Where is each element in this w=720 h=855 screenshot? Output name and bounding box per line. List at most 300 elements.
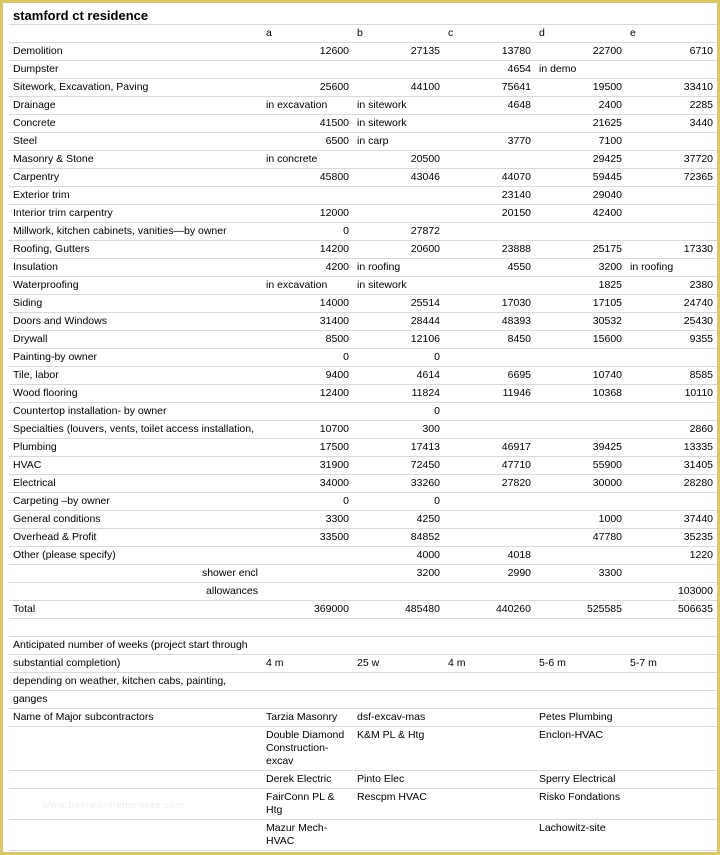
subcontractor-c xyxy=(444,771,535,789)
row-label: Carpentry xyxy=(9,169,262,187)
row-label: Waterproofing xyxy=(9,277,262,295)
column-header-a: a xyxy=(262,25,353,43)
cell-b: 43046 xyxy=(353,169,444,187)
subcontractor-b: Pinto Elec xyxy=(353,771,444,789)
cell-a: 45800 xyxy=(262,169,353,187)
cell-d: 22700 xyxy=(535,43,626,61)
cell-b: 44100 xyxy=(353,79,444,97)
cell-c: 48393 xyxy=(444,313,535,331)
cell-c xyxy=(444,583,535,601)
schedule-b: 25 w xyxy=(353,655,444,673)
table-row xyxy=(9,259,717,277)
cell-e: 31405 xyxy=(626,457,717,475)
cell-d: 1000 xyxy=(535,511,626,529)
cell-d: 15600 xyxy=(535,331,626,349)
row-label: Steel xyxy=(9,133,262,151)
schedule-note-row-2 xyxy=(9,691,717,709)
cell-d xyxy=(535,223,626,241)
schedule-empty xyxy=(626,673,717,691)
schedule-empty xyxy=(444,691,535,709)
cell-b: 84852 xyxy=(353,529,444,547)
schedule-empty xyxy=(262,673,353,691)
cell-d: 7100 xyxy=(535,133,626,151)
cell-e: 2380 xyxy=(626,277,717,295)
row-label: Masonry & Stone xyxy=(9,151,262,169)
subcontractors-empty xyxy=(9,771,262,789)
cell-c: 4018 xyxy=(444,547,535,565)
table-row xyxy=(9,475,717,493)
subcontractor-row xyxy=(9,771,717,789)
subcontractor-d: Sperry Electrical xyxy=(535,771,626,789)
cell-b: 4000 xyxy=(353,547,444,565)
schedule-question-row-1 xyxy=(9,637,717,655)
cell-c: 47710 xyxy=(444,457,535,475)
subcontractor-a: Double Diamond Construction-excav xyxy=(262,727,353,771)
table-row xyxy=(9,295,717,313)
spacer-row xyxy=(9,619,717,637)
cell-b: 25514 xyxy=(353,295,444,313)
row-label: Carpeting –by owner xyxy=(9,493,262,511)
spacer-cell xyxy=(626,619,717,637)
cell-a: 17500 xyxy=(262,439,353,457)
subcontractor-d: Lachowitz-site xyxy=(535,820,626,851)
cell-c: 46917 xyxy=(444,439,535,457)
table-row xyxy=(9,61,717,79)
column-header-b: b xyxy=(353,25,444,43)
schedule-empty xyxy=(262,691,353,709)
table-row xyxy=(9,115,717,133)
subcontractors-body xyxy=(9,709,717,851)
cell-e: 8585 xyxy=(626,367,717,385)
cell-b: in sitework xyxy=(353,115,444,133)
cell-c xyxy=(444,493,535,511)
schedule-note-line2: ganges xyxy=(9,691,262,709)
subcontractor-a: Tarzia Masonry xyxy=(262,709,353,727)
subcontractor-d: Risko Fondations xyxy=(535,789,626,820)
cell-a: 25600 xyxy=(262,79,353,97)
schedule-c: 4 m xyxy=(444,655,535,673)
schedule-body xyxy=(9,637,717,709)
row-label: Countertop installation- by owner xyxy=(9,403,262,421)
table-row xyxy=(9,97,717,115)
subcontractor-e xyxy=(626,789,717,820)
cell-d: 39425 xyxy=(535,439,626,457)
cell-c: 4648 xyxy=(444,97,535,115)
subcontractor-e xyxy=(626,771,717,789)
schedule-question-row-2 xyxy=(9,655,717,673)
subcontractor-a: FairConn PL & Htg xyxy=(262,789,353,820)
cell-a xyxy=(262,547,353,565)
cell-a: 12000 xyxy=(262,205,353,223)
total-b: 485480 xyxy=(353,601,444,619)
subcontractor-e xyxy=(626,820,717,851)
cell-d: 1825 xyxy=(535,277,626,295)
table-row xyxy=(9,385,717,403)
cell-d xyxy=(535,583,626,601)
cell-a: 4200 xyxy=(262,259,353,277)
cell-d: 2400 xyxy=(535,97,626,115)
cell-a: 0 xyxy=(262,223,353,241)
cell-b: 12106 xyxy=(353,331,444,349)
row-label: Dumpster xyxy=(9,61,262,79)
total-row xyxy=(9,601,717,619)
row-label: allowances xyxy=(9,583,262,601)
cell-e: 37440 xyxy=(626,511,717,529)
cell-e xyxy=(626,403,717,421)
cell-a xyxy=(262,565,353,583)
cell-e: 28280 xyxy=(626,475,717,493)
schedule-empty xyxy=(535,691,626,709)
schedule-empty xyxy=(535,637,626,655)
column-header-e: e xyxy=(626,25,717,43)
schedule-d: 5-6 m xyxy=(535,655,626,673)
cell-a: 9400 xyxy=(262,367,353,385)
schedule-empty xyxy=(353,673,444,691)
cell-e xyxy=(626,349,717,367)
spacer-cell xyxy=(262,619,353,637)
cell-c xyxy=(444,403,535,421)
cell-a: 6500 xyxy=(262,133,353,151)
cell-e: 17330 xyxy=(626,241,717,259)
column-header-c: c xyxy=(444,25,535,43)
schedule-empty xyxy=(626,637,717,655)
cell-a: 14000 xyxy=(262,295,353,313)
table-row xyxy=(9,43,717,61)
table-row xyxy=(9,439,717,457)
cell-d: 42400 xyxy=(535,205,626,223)
subcontractor-row xyxy=(9,789,717,820)
cell-d: 25175 xyxy=(535,241,626,259)
cell-c xyxy=(444,511,535,529)
subcontractor-b: Rescpm HVAC xyxy=(353,789,444,820)
cell-a: 14200 xyxy=(262,241,353,259)
cell-a: 41500 xyxy=(262,115,353,133)
cell-c: 27820 xyxy=(444,475,535,493)
subcontractor-d: Enclon-HVAC xyxy=(535,727,626,771)
cell-c: 75641 xyxy=(444,79,535,97)
row-label: Painting-by owner xyxy=(9,349,262,367)
row-label: Roofing, Gutters xyxy=(9,241,262,259)
table-row xyxy=(9,313,717,331)
cell-e: 2285 xyxy=(626,97,717,115)
cell-d: 21625 xyxy=(535,115,626,133)
row-label: Drainage xyxy=(9,97,262,115)
cell-a: 8500 xyxy=(262,331,353,349)
total-c: 440260 xyxy=(444,601,535,619)
cell-b: 27135 xyxy=(353,43,444,61)
cell-b: 17413 xyxy=(353,439,444,457)
cell-e: 3440 xyxy=(626,115,717,133)
row-label: General conditions xyxy=(9,511,262,529)
row-label: HVAC xyxy=(9,457,262,475)
cell-c xyxy=(444,115,535,133)
cell-a: 12600 xyxy=(262,43,353,61)
cell-a xyxy=(262,583,353,601)
cell-b: 3200 xyxy=(353,565,444,583)
cell-e xyxy=(626,187,717,205)
table-row xyxy=(9,133,717,151)
cell-e xyxy=(626,565,717,583)
cell-d xyxy=(535,493,626,511)
row-label: Electrical xyxy=(9,475,262,493)
schedule-empty xyxy=(626,691,717,709)
cell-c xyxy=(444,421,535,439)
subcontractor-b xyxy=(353,820,444,851)
watermark: www.bestwordtemplates.com xyxy=(43,800,185,810)
subcontractor-e xyxy=(626,709,717,727)
table-row xyxy=(9,583,717,601)
cell-b: in sitework xyxy=(353,97,444,115)
cell-d: 30000 xyxy=(535,475,626,493)
cell-e: 10110 xyxy=(626,385,717,403)
cell-e xyxy=(626,133,717,151)
cell-c: 3770 xyxy=(444,133,535,151)
cell-e: 37720 xyxy=(626,151,717,169)
spacer-cell xyxy=(535,619,626,637)
cell-a xyxy=(262,61,353,79)
cell-e: 13335 xyxy=(626,439,717,457)
cell-e: 33410 xyxy=(626,79,717,97)
cell-b: 72450 xyxy=(353,457,444,475)
cell-b xyxy=(353,205,444,223)
cell-d: 30532 xyxy=(535,313,626,331)
schedule-empty xyxy=(353,691,444,709)
cell-a xyxy=(262,403,353,421)
page-title: stamford ct residence xyxy=(9,7,262,25)
table-row xyxy=(9,511,717,529)
schedule-question-line2: substantial completion) xyxy=(9,655,262,673)
cell-d xyxy=(535,403,626,421)
cell-c: 23888 xyxy=(444,241,535,259)
subcontractors-label: Name of Major subcontractors xyxy=(9,709,262,727)
table-row xyxy=(9,547,717,565)
subcontractor-c xyxy=(444,727,535,771)
cell-d: 29040 xyxy=(535,187,626,205)
total-body xyxy=(9,601,717,637)
cell-b: 28444 xyxy=(353,313,444,331)
subcontractor-c xyxy=(444,820,535,851)
schedule-e: 5-7 m xyxy=(626,655,717,673)
cell-e xyxy=(626,61,717,79)
cell-a: 0 xyxy=(262,493,353,511)
cell-d: 3300 xyxy=(535,565,626,583)
total-d: 525585 xyxy=(535,601,626,619)
subcontractor-a: Derek Electric xyxy=(262,771,353,789)
cell-b: 4614 xyxy=(353,367,444,385)
cell-e: 9355 xyxy=(626,331,717,349)
table-row xyxy=(9,205,717,223)
row-label: Demolition xyxy=(9,43,262,61)
row-label: Siding xyxy=(9,295,262,313)
cell-a: in excavation xyxy=(262,97,353,115)
cell-d xyxy=(535,421,626,439)
table-row xyxy=(9,457,717,475)
cell-c: 20150 xyxy=(444,205,535,223)
cell-c xyxy=(444,223,535,241)
spacer-cell xyxy=(444,619,535,637)
cell-b: 0 xyxy=(353,493,444,511)
spacer-cell xyxy=(353,619,444,637)
cell-c: 11946 xyxy=(444,385,535,403)
cell-e: in roofing xyxy=(626,259,717,277)
schedule-empty xyxy=(535,673,626,691)
row-label: shower encl xyxy=(9,565,262,583)
spacer-cell xyxy=(9,619,262,637)
cell-a: 31900 xyxy=(262,457,353,475)
table-row xyxy=(9,169,717,187)
subcontractor-row xyxy=(9,820,717,851)
cell-c: 6695 xyxy=(444,367,535,385)
subcontractors-empty xyxy=(9,820,262,851)
cell-c: 2990 xyxy=(444,565,535,583)
cell-a: 12400 xyxy=(262,385,353,403)
cell-a: in excavation xyxy=(262,277,353,295)
cell-b: 33260 xyxy=(353,475,444,493)
cell-c: 4654 xyxy=(444,61,535,79)
row-label: Other (please specify) xyxy=(9,547,262,565)
row-label: Concrete xyxy=(9,115,262,133)
cell-b: 11824 xyxy=(353,385,444,403)
cell-e xyxy=(626,205,717,223)
row-label: Doors and Windows xyxy=(9,313,262,331)
row-label: Tile, labor xyxy=(9,367,262,385)
cell-e: 25430 xyxy=(626,313,717,331)
cell-d: 10740 xyxy=(535,367,626,385)
subcontractor-b: K&M PL & Htg xyxy=(353,727,444,771)
table-row xyxy=(9,367,717,385)
row-label: Wood flooring xyxy=(9,385,262,403)
table-row xyxy=(9,529,717,547)
cell-d: 17105 xyxy=(535,295,626,313)
cell-b: in carp xyxy=(353,133,444,151)
cell-b: 300 xyxy=(353,421,444,439)
cell-d xyxy=(535,349,626,367)
cell-c: 23140 xyxy=(444,187,535,205)
schedule-empty xyxy=(444,637,535,655)
cell-c: 4550 xyxy=(444,259,535,277)
subcontractor-d: Petes Plumbing xyxy=(535,709,626,727)
table-row xyxy=(9,241,717,259)
cell-b xyxy=(353,187,444,205)
schedule-question-line1: Anticipated number of weeks (project start through xyxy=(9,637,262,655)
cell-a: 33500 xyxy=(262,529,353,547)
cell-c xyxy=(444,349,535,367)
cell-e: 72365 xyxy=(626,169,717,187)
row-label: Insulation xyxy=(9,259,262,277)
row-label: Plumbing xyxy=(9,439,262,457)
line-items-body xyxy=(9,43,717,601)
cell-a: 34000 xyxy=(262,475,353,493)
total-label: Total xyxy=(9,601,262,619)
subcontractor-e xyxy=(626,727,717,771)
cell-b: in sitework xyxy=(353,277,444,295)
table-row xyxy=(9,403,717,421)
schedule-note-line1: depending on weather, kitchen cabs, painting, xyxy=(9,673,262,691)
cell-b xyxy=(353,61,444,79)
cell-e: 1220 xyxy=(626,547,717,565)
cell-d: 10368 xyxy=(535,385,626,403)
cell-c xyxy=(444,151,535,169)
schedule-note-row-1 xyxy=(9,673,717,691)
schedule-a: 4 m xyxy=(262,655,353,673)
cell-e: 6710 xyxy=(626,43,717,61)
cell-a: 0 xyxy=(262,349,353,367)
cell-b: 20500 xyxy=(353,151,444,169)
cell-b: 20600 xyxy=(353,241,444,259)
cell-e: 24740 xyxy=(626,295,717,313)
cell-b: 0 xyxy=(353,349,444,367)
cell-b: in roofing xyxy=(353,259,444,277)
total-a: 369000 xyxy=(262,601,353,619)
table-row xyxy=(9,187,717,205)
cell-b: 0 xyxy=(353,403,444,421)
column-header-d: d xyxy=(535,25,626,43)
subcontractor-a: Mazur Mech-HVAC xyxy=(262,820,353,851)
cell-d: 47780 xyxy=(535,529,626,547)
cell-e: 103000 xyxy=(626,583,717,601)
subcontractors-empty xyxy=(9,789,262,820)
cell-b: 27872 xyxy=(353,223,444,241)
title-row xyxy=(9,7,717,25)
column-header-label xyxy=(9,25,262,43)
cell-c: 13780 xyxy=(444,43,535,61)
subcontractor-row xyxy=(9,727,717,771)
cell-d: 3200 xyxy=(535,259,626,277)
subcontractor-row xyxy=(9,709,717,727)
cell-d: 55900 xyxy=(535,457,626,475)
row-label: Interior trim carpentry xyxy=(9,205,262,223)
cell-c xyxy=(444,277,535,295)
row-label: Specialties (louvers, vents, toilet access installation, xyxy=(9,421,262,439)
cell-e: 2860 xyxy=(626,421,717,439)
row-label: Overhead & Profit xyxy=(9,529,262,547)
table-row xyxy=(9,565,717,583)
row-label: Millwork, kitchen cabinets, vanities—by owner xyxy=(9,223,262,241)
cell-a: in concrete xyxy=(262,151,353,169)
cell-c xyxy=(444,529,535,547)
table-row xyxy=(9,277,717,295)
table-row xyxy=(9,331,717,349)
cell-c: 8450 xyxy=(444,331,535,349)
cell-e: 35235 xyxy=(626,529,717,547)
cell-d xyxy=(535,547,626,565)
schedule-empty xyxy=(444,673,535,691)
table-row xyxy=(9,223,717,241)
cell-a: 31400 xyxy=(262,313,353,331)
cell-c: 44070 xyxy=(444,169,535,187)
cell-d: 29425 xyxy=(535,151,626,169)
cell-d: in demo xyxy=(535,61,626,79)
subcontractor-b: dsf-excav-mas xyxy=(353,709,444,727)
total-e: 506635 xyxy=(626,601,717,619)
table-row xyxy=(9,349,717,367)
row-label: Drywall xyxy=(9,331,262,349)
cell-a: 10700 xyxy=(262,421,353,439)
schedule-empty xyxy=(353,637,444,655)
cell-e xyxy=(626,493,717,511)
subcontractors-empty xyxy=(9,727,262,771)
table-row xyxy=(9,493,717,511)
cell-a xyxy=(262,187,353,205)
cell-d: 19500 xyxy=(535,79,626,97)
subcontractor-c xyxy=(444,709,535,727)
cell-e xyxy=(626,223,717,241)
row-label: Exterior trim xyxy=(9,187,262,205)
table-row xyxy=(9,421,717,439)
subcontractor-c xyxy=(444,789,535,820)
cell-a: 3300 xyxy=(262,511,353,529)
cell-b xyxy=(353,583,444,601)
